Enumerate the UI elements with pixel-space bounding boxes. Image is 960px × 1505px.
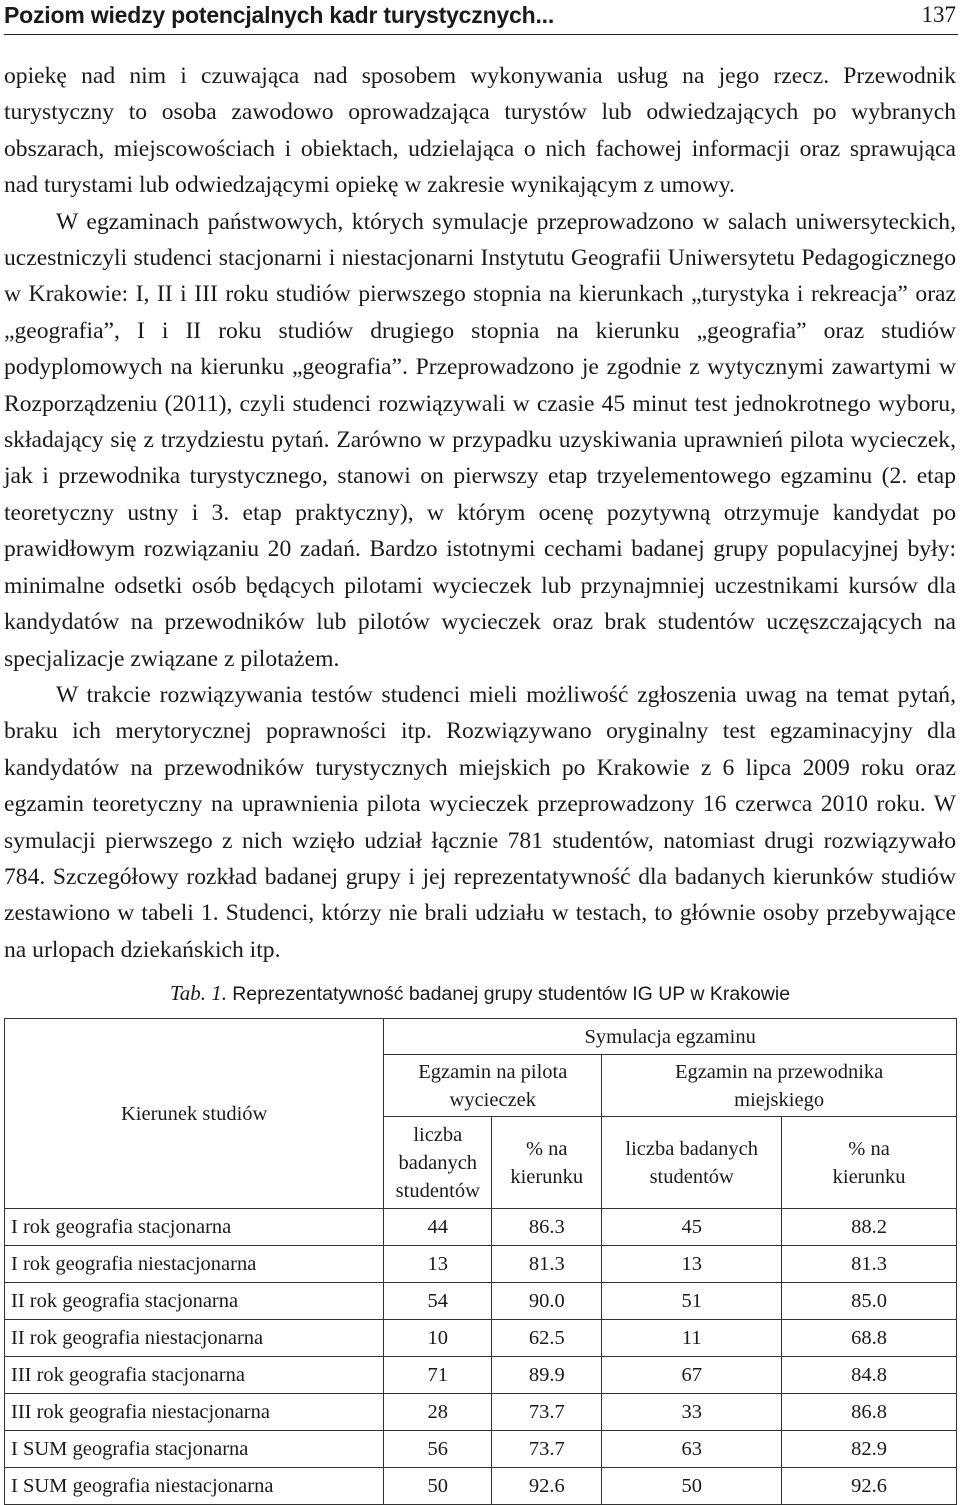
cell-guide-count: 63 — [602, 1431, 782, 1468]
row-label: III rok geografia stacjonarna — [5, 1357, 384, 1394]
header-count-pilot-text: liczba badanych studentów — [395, 1123, 480, 1202]
table-row — [5, 1357, 957, 1394]
cell-pilot-pct: 92.6 — [492, 1468, 602, 1505]
row-label: I SUM geografia stacjonarna — [5, 1431, 384, 1468]
table-row — [5, 1468, 957, 1505]
cell-guide-count: 50 — [602, 1468, 782, 1505]
running-title: Poziom wiedzy potencjalnych kadr turystycznych... — [4, 2, 555, 28]
header-kierunek: Kierunek studiów — [5, 1019, 384, 1209]
cell-guide-count: 45 — [602, 1209, 782, 1246]
cell-pilot-pct: 62.5 — [492, 1320, 602, 1357]
header-exam-pilot-text: Egzamin na pilota wycieczek — [418, 1060, 568, 1111]
body-text — [4, 58, 956, 968]
header-count-guide — [602, 1117, 782, 1209]
header-exam-guide-text: Egzamin na przewodnika miejskiego — [674, 1060, 884, 1111]
cell-guide-count: 33 — [602, 1394, 782, 1431]
page-number: 137 — [921, 2, 956, 27]
header-pct-pilot-text: % na kierunku — [510, 1137, 584, 1188]
header-count-guide-text: liczba badanych studentów — [625, 1137, 758, 1188]
cell-pilot-count: 28 — [384, 1394, 492, 1431]
cell-guide-count: 11 — [602, 1320, 782, 1357]
table-row — [5, 1283, 957, 1320]
table-row — [5, 1320, 957, 1357]
cell-guide-pct: 84.8 — [782, 1357, 957, 1394]
cell-pilot-pct: 73.7 — [492, 1394, 602, 1431]
table-row — [5, 1209, 957, 1246]
paragraph-1: opiekę nad nim i czuwająca nad sposobem wykonywania usług na jego rzecz. Przewodnik turystyczny to osoba zawodowo oprowadzająca turystów lub odwiedzających po wybranych obszarach, miejscowościach i obiektach, udzielająca o nich fachowej informacji oraz sprawująca nad turystami lub odwiedzającymi opiekę w zakresie wynikającym z umowy. — [4, 63, 956, 199]
cell-pilot-pct: 81.3 — [492, 1246, 602, 1283]
cell-pilot-pct: 86.3 — [492, 1209, 602, 1246]
header-pct-guide-text: % na kierunku — [832, 1137, 906, 1188]
header-exam-guide — [602, 1055, 957, 1117]
table-caption — [0, 981, 960, 1006]
cell-guide-count: 13 — [602, 1246, 782, 1283]
cell-guide-pct: 81.3 — [782, 1246, 957, 1283]
row-label: I rok geografia niestacjonarna — [5, 1246, 384, 1283]
table-row — [5, 1431, 957, 1468]
cell-guide-count: 51 — [602, 1283, 782, 1320]
row-label: I SUM geografia niestacjonarna — [5, 1468, 384, 1505]
cell-guide-pct: 88.2 — [782, 1209, 957, 1246]
representativeness-table — [4, 1018, 957, 1505]
cell-guide-pct: 92.6 — [782, 1468, 957, 1505]
row-label: II rok geografia niestacjonarna — [5, 1320, 384, 1357]
cell-pilot-pct: 90.0 — [492, 1283, 602, 1320]
table-row — [5, 1246, 957, 1283]
row-label: II rok geografia stacjonarna — [5, 1283, 384, 1320]
paragraph-3: W trakcie rozwiązywania testów studenci mieli możliwość zgłoszenia uwag na temat pytań, braku ich merytorycznej poprawności itp. Rozwiązywano oryginalny test egzaminacyjny dla kandydatów na przewodników turystycznych miejskich po Krakowie z 6 lipca 2009 roku oraz egzamin teoretyczny na uprawnienia pilota wycieczek przeprowadzony 16 czerwca 2010 roku. W symulacji pierwszego z nich wzięło udział łącznie 781 studentów, natomiast drugi rozwiązywało 784. Szczegółowy rozkład badanej grupy i jej reprezentatywność dla badanych kierunków studiów zestawiono w tabeli 1. Studenci, którzy nie brali udziału w testach, to głównie osoby przebywające na urlopach dziekańskich itp. — [4, 681, 956, 963]
cell-guide-count: 67 — [602, 1357, 782, 1394]
header-exam-pilot — [384, 1055, 602, 1117]
cell-pilot-count: 13 — [384, 1246, 492, 1283]
cell-guide-pct: 68.8 — [782, 1320, 957, 1357]
cell-guide-pct: 86.8 — [782, 1394, 957, 1431]
cell-pilot-count: 10 — [384, 1320, 492, 1357]
table-caption-label: Tab. 1. — [169, 981, 227, 1005]
cell-pilot-pct: 89.9 — [492, 1357, 602, 1394]
cell-pilot-count: 50 — [384, 1468, 492, 1505]
cell-guide-pct: 85.0 — [782, 1283, 957, 1320]
cell-pilot-count: 54 — [384, 1283, 492, 1320]
table-row — [5, 1394, 957, 1431]
paragraph-2: W egzaminach państwowych, których symulacje przeprowadzono w salach uniwersyteckich, uczestniczyli studenci stacjonarni i niestacjonarni Instytutu Geografii Uniwersytetu Pedagogicznego w Krakowie: I, II i III roku studiów pierwszego stopnia na kierunkach „turystyka i rekreacja” oraz „geografia”, I i II roku studiów drugiego stopnia na kierunku „geografia” oraz studiów podyplomowych na kierunku „geografia”. Przeprowadzono je zgodnie z wytycznymi zawartymi w Rozporządzeniu (2011), czyli studenci rozwiązywali w czasie 45 minut test jednokrotnego wyboru, składający się z trzydziestu pytań. Zarówno w przypadku uzyskiwania uprawnień pilota wycieczek, jak i przewodnika turystycznego, stanowi on pierwszy etap trzyelementowego egzaminu (2. etap teoretyczny ustny i 3. etap praktyczny), w którym ocenę pozytywną otrzymuje kandydat po prawidłowym rozwiązaniu 20 zadań. Bardzo istotnymi cechami badanej grupy populacyjnej były: minimalne odsetki osób będących pilotami wycieczek lub przynajmniej uczestnikami kursów dla kandydatów na przewodników lub pilotów wycieczek oraz brak studentów uczęszczających na specjalizacje związane z pilotażem. — [4, 208, 956, 672]
row-label: I rok geografia stacjonarna — [5, 1209, 384, 1246]
row-label: III rok geografia niestacjonarna — [5, 1394, 384, 1431]
page-header — [4, 2, 958, 35]
cell-pilot-pct: 73.7 — [492, 1431, 602, 1468]
table-caption-text: Reprezentatywność badanej grupy studentów IG UP w Krakowie — [232, 983, 791, 1005]
header-pct-guide — [782, 1117, 957, 1209]
header-pct-pilot — [492, 1117, 602, 1209]
header-count-pilot — [384, 1117, 492, 1209]
header-symulacja: Symulacja egzaminu — [384, 1019, 957, 1055]
cell-pilot-count: 56 — [384, 1431, 492, 1468]
cell-guide-pct: 82.9 — [782, 1431, 957, 1468]
cell-pilot-count: 44 — [384, 1209, 492, 1246]
cell-pilot-count: 71 — [384, 1357, 492, 1394]
